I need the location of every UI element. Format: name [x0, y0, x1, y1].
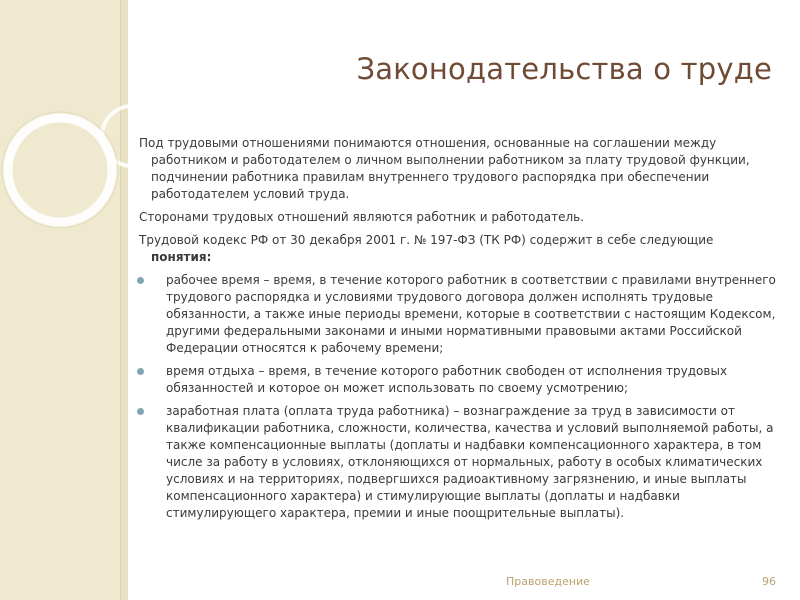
footer-subject: Правоведение [506, 575, 590, 588]
slide-title: Законодательства о труде [356, 52, 772, 86]
paragraph-parties [139, 209, 779, 226]
bullet-dot-icon [137, 368, 144, 375]
bullet-rest-time-text: время отдыха – время, в течение которого работник свободен от исполнения трудовых обязанностей и которое он может использовать по своему усмотрению; [166, 364, 728, 395]
slide-body [139, 135, 779, 528]
paragraph-parties-text: Сторонами трудовых отношений являются работник и работодатель. [139, 210, 585, 224]
bullet-dot-icon [137, 277, 144, 284]
bullet-working-time [139, 272, 779, 357]
paragraph-definition-first-line: Под трудовыми отношениями понимаются отношения, основанные на соглашении между [139, 136, 717, 150]
bullet-working-time-text: рабочее время – время, в течение которого работник в соответствии с правилами внутреннего трудового распорядка и условиями трудового договора должен исполнять трудовые обязанности, а также иные периоды времени, которые в соответствии с настоящим Кодексом, другими федеральными законами и иными нормативными правовыми актами Российской Федерации относятся к рабочему времени; [166, 273, 776, 355]
large-ring-shadow [2, 112, 118, 228]
paragraph-labor-code-concepts: понятия: [151, 250, 212, 264]
bullet-wages-text: заработная плата (оплата труда работника) – вознаграждение за труд в зависимости от квалификации работника, сложности, количества, качества и условий выполняемой работы, а также компенсационные выплаты (доплаты и надбавки компенсационного характера, в том числе за работу в условиях, отклоняющихся от нормальных, работу в особых климатических условиях и на территориях, подвергшихся радиоактивному загрязнению, и иные выплаты компенсационного характера) и стимулирующие выплаты (доплаты и надбавки стимулирующего характера, премии и иные поощрительные выплаты). [166, 404, 774, 520]
bullet-wages [139, 403, 779, 522]
footer-page-number: 96 [762, 575, 776, 588]
paragraph-definition-continuation: работником и работодателем о личном выполнении работником за плату трудовой функции, подчинении работника правилам внутреннего трудового распорядка при обеспечении работодателем условий труда. [151, 153, 750, 201]
paragraph-labor-code [139, 232, 779, 266]
bullet-rest-time [139, 363, 779, 397]
large-ring [8, 118, 112, 222]
paragraph-labor-code-first-line: Трудовой кодекс РФ от 30 декабря 2001 г. № 197-ФЗ (ТК РФ) содержит в себе следующие [139, 233, 714, 247]
paragraph-definition [139, 135, 779, 203]
bullet-dot-icon [137, 408, 144, 415]
